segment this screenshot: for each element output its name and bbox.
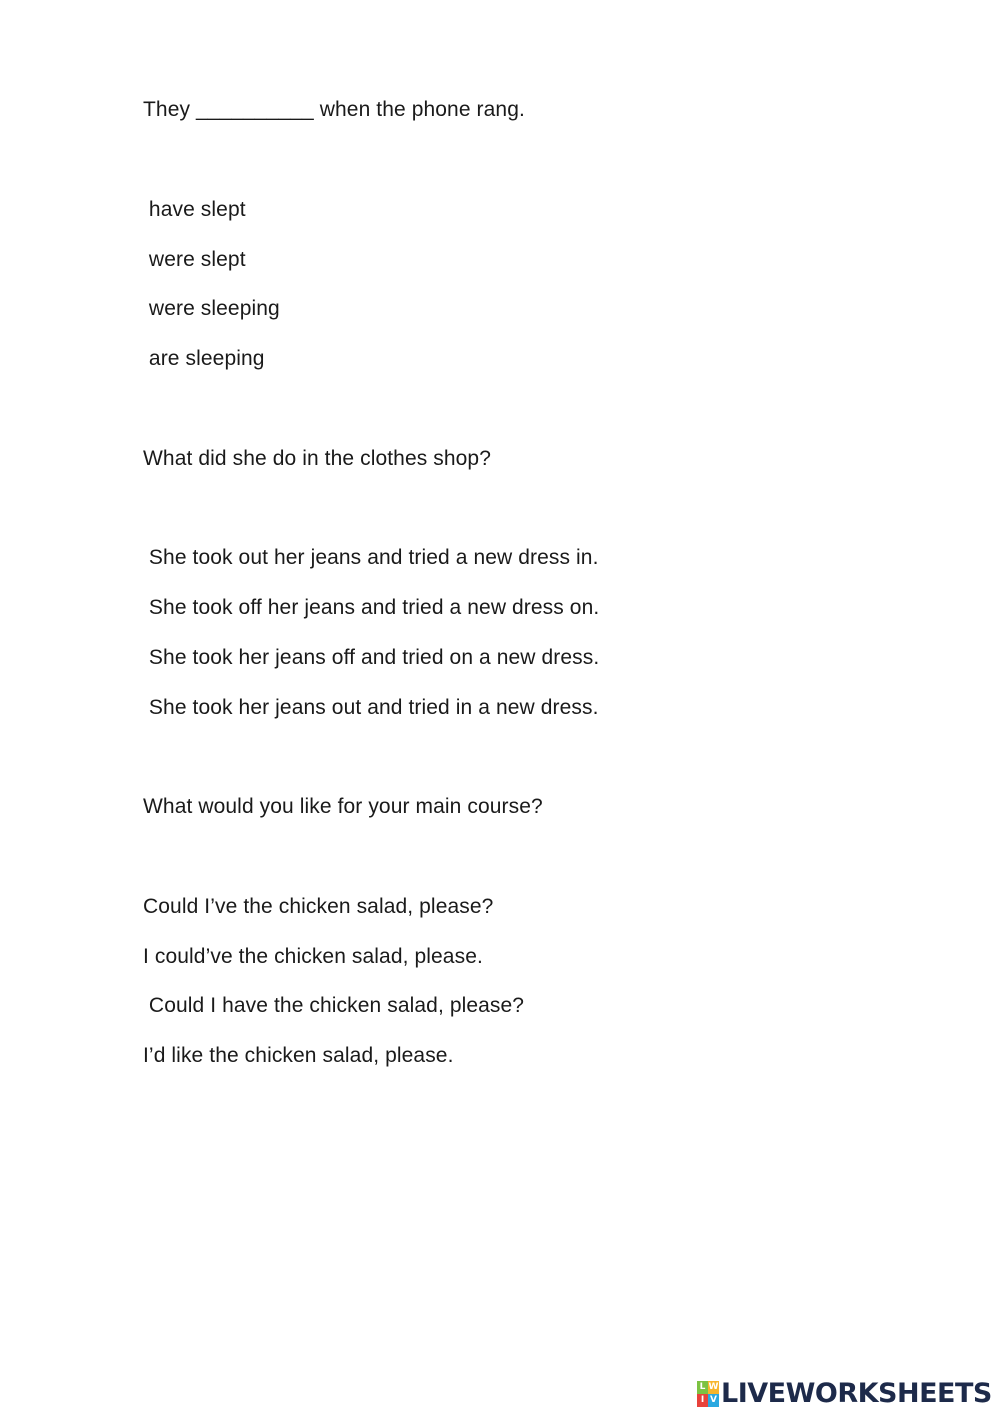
logo-mark-letter: L bbox=[697, 1381, 708, 1394]
question-1-option-c[interactable]: were sleeping bbox=[143, 297, 280, 320]
liveworksheets-logo bbox=[697, 1377, 992, 1411]
question-1-option-b[interactable]: were slept bbox=[143, 248, 246, 271]
logo-text: LIVEWORKSHEETS bbox=[721, 1378, 992, 1409]
question-2-option-a[interactable]: She took out her jeans and tried a new dress in. bbox=[143, 546, 599, 569]
question-1-prompt: They __________ when the phone rang. bbox=[143, 98, 525, 121]
logo-mark-letter: V bbox=[708, 1394, 719, 1407]
question-3-option-d[interactable]: I’d like the chicken salad, please. bbox=[143, 1044, 454, 1067]
question-3-prompt: What would you like for your main course? bbox=[143, 795, 543, 818]
question-2-option-c[interactable]: She took her jeans off and tried on a new dress. bbox=[143, 646, 600, 669]
question-3-option-c[interactable]: Could I have the chicken salad, please? bbox=[143, 994, 525, 1017]
question-1-option-d[interactable]: are sleeping bbox=[143, 347, 265, 370]
question-3-option-b[interactable]: I could’ve the chicken salad, please. bbox=[143, 945, 483, 968]
question-3-option-a[interactable]: Could I’ve the chicken salad, please? bbox=[143, 895, 494, 918]
question-1-option-a[interactable]: have slept bbox=[143, 198, 246, 221]
question-2-option-b[interactable]: She took off her jeans and tried a new dress on. bbox=[143, 596, 600, 619]
logo-mark-letter: W bbox=[708, 1382, 719, 1392]
question-2-option-d[interactable]: She took her jeans out and tried in a new dress. bbox=[143, 696, 599, 719]
question-2-prompt: What did she do in the clothes shop? bbox=[143, 447, 491, 470]
logo-mark-letter: I bbox=[697, 1394, 708, 1407]
logo-mark-icon bbox=[697, 1381, 719, 1407]
